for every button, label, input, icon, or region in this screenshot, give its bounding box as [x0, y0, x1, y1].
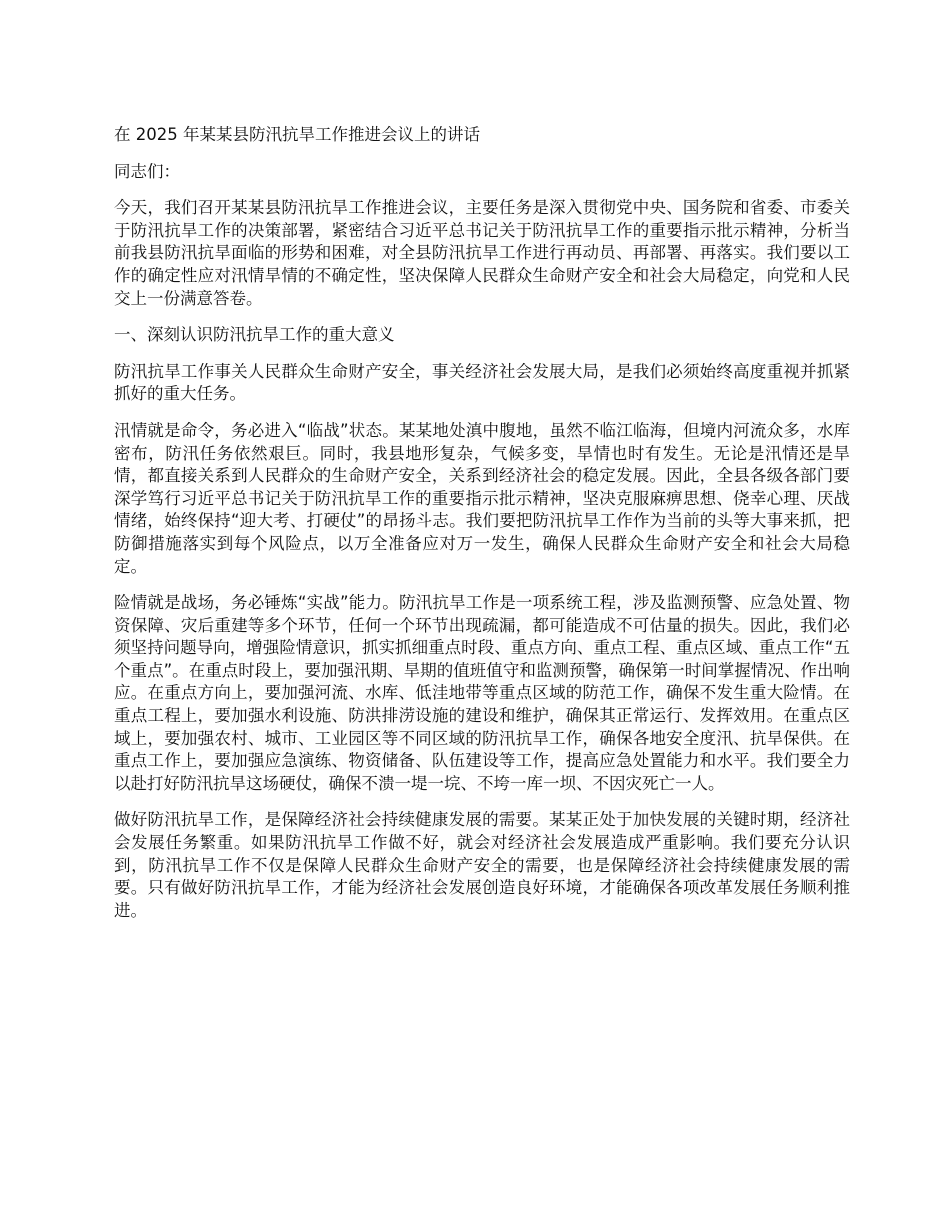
- section-heading-1: 一、深刻认识防汛抗旱工作的重大意义: [114, 325, 395, 345]
- salutation: 同志们：: [114, 161, 180, 181]
- paragraph-4: 做好防汛抗旱工作，是保障经济社会持续健康发展的需要。某某正处于加快发展的关键时期，经济社会发展任务繁重。如果防汛抗旱工作做不好，就会对经济社会发展造成严重影响。我们要充分认识到，防汛抗旱工作不仅是保障人民群众生命财产安全的需要，也是保障经济社会持续健康发展的需要。只有做好防汛抗旱工作，才能为经济社会发展创造良好环境，才能确保各项改革发展任务顺利推进。: [114, 810, 850, 920]
- document-page: [114, 124, 850, 936]
- paragraph-1: 防汛抗旱工作事关人民群众生命财产安全，事关经济社会发展大局，是我们必须始终高度重视并抓紧抓好的重大任务。: [114, 361, 850, 404]
- paragraph-2: 汛情就是命令，务必进入“临战”状态。某某地处滇中腹地，虽然不临江临海，但境内河流众多，水库密布，防汛任务依然艰巨。同时，我县地形复杂，气候多变，旱情也时有发生。无论是汛情还是旱情，都直接关系到人民群众的生命财产安全，关系到经济社会的稳定发展。因此，全县各级各部门要深学笃行习近平总书记关于防汛抗旱工作的重要指示批示精神，坚决克服麻痹思想、侥幸心理、厌战情绪，始终保持“迎大考、打硬仗”的昂扬斗志。我们要把防汛抗旱工作作为当前的头等大事来抓，把防御措施落实到每个风险点，以万全准备应对万一发生，确保人民群众生命财产安全和社会大局稳定。: [114, 420, 850, 576]
- intro-paragraph: 今天，我们召开某某县防汛抗旱工作推进会议，主要任务是深入贯彻党中央、国务院和省委、市委关于防汛抗旱工作的决策部署，紧密结合习近平总书记关于防汛抗旱工作的重要指示批示精神，分析当前我县防汛抗旱面临的形势和困难，对全县防汛抗旱工作进行再动员、再部署、再落实。我们要以工作的确定性应对汛情旱情的不确定性，坚决保障人民群众生命财产安全和社会大局稳定，向党和人民交上一份满意答卷。: [114, 198, 850, 308]
- document-title: 在 2025 年某某县防汛抗旱工作推进会议上的讲话: [114, 125, 480, 144]
- paragraph-3: 险情就是战场，务必锤炼“实战”能力。防汛抗旱工作是一项系统工程，涉及监测预警、应急处置、物资保障、灾后重建等多个环节，任何一个环节出现疏漏，都可能造成不可估量的损失。因此，我们必须坚持问题导向，增强险情意识，抓实抓细重点时段、重点方向、重点工程、重点区域、重点工作“五个重点”。在重点时段上，要加强汛期、旱期的值班值守和监测预警，确保第一时间掌握情况、作出响应。在重点方向上，要加强河流、水库、低洼地带等重点区域的防范工作，确保不发生重大险情。在重点工程上，要加强水利设施、防洪排涝设施的建设和维护，确保其正常运行、发挥效用。在重点区域上，要加强农村、城市、工业园区等不同区域的防汛抗旱工作，确保各地安全度汛、抗旱保供。在重点工作上，要加强应急演练、物资储备、队伍建设等工作，提高应急处置能力和水平。我们要全力以赴打好防汛抗旱这场硬仗，确保不溃一堤一垸、不垮一库一坝、不因灾死亡一人。: [114, 593, 850, 793]
